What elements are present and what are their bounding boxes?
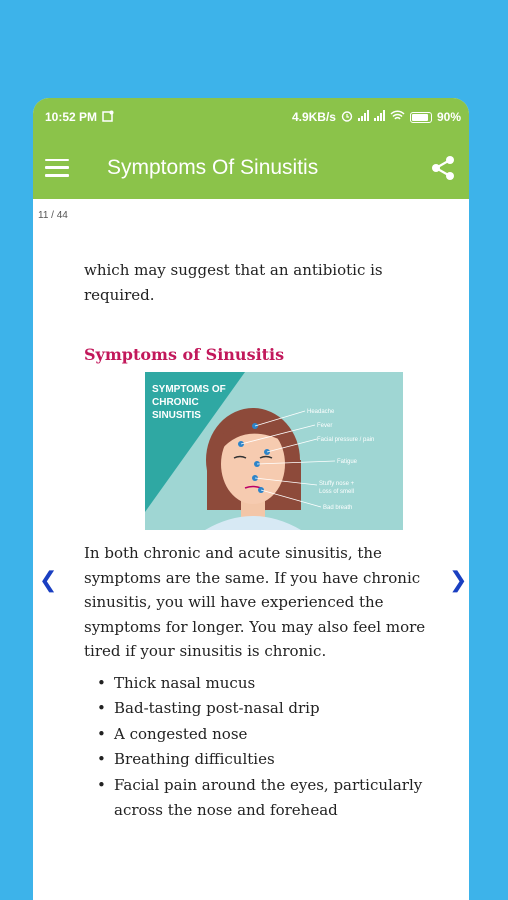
status-bar — [33, 98, 469, 136]
figure-label-fever: Fever — [317, 423, 333, 429]
page-indicator: 11 / 44 — [38, 210, 68, 221]
list-item: • Thick nasal mucus — [97, 671, 454, 697]
list-item: • Bad-tasting post-nasal drip — [97, 696, 454, 722]
figure-label-bad-breath: Bad breath — [323, 505, 353, 511]
figure-label-fatigue: Fatigue — [337, 459, 358, 465]
figure-title-line-2: CHRONIC — [152, 397, 199, 408]
battery-level: 90% — [436, 110, 461, 124]
page-title: Symptoms Of Sinusitis — [107, 155, 319, 179]
list-item: • Facial pain around the eyes, particularly across the nose and forehead — [97, 773, 454, 824]
share-icon[interactable] — [429, 154, 457, 182]
alarm-icon — [341, 110, 353, 125]
figure-label-facial-pressure: Facial pressure / pain — [317, 437, 375, 443]
figure-label-loss-of-smell: Loss of smell — [319, 489, 355, 495]
section-heading: Symptoms of Sinusitis — [84, 345, 285, 364]
previous-page-button[interactable]: ❮ — [39, 568, 58, 593]
sim1-signal-icon — [358, 110, 369, 124]
hamburger-menu-icon[interactable] — [45, 159, 69, 177]
sim2-signal-icon — [374, 110, 385, 124]
status-time: 10:52 PM — [45, 110, 98, 124]
battery-icon — [410, 112, 432, 123]
sinusitis-illustration — [145, 372, 403, 530]
figure-title-line-3: SINUSITIS — [152, 410, 201, 421]
figure-title-line-1: SYMPTOMS OF — [152, 384, 226, 395]
list-item: • A congested nose — [97, 722, 454, 748]
article-content — [84, 258, 454, 824]
app-window — [33, 98, 469, 900]
network-speed: 4.9KB/s — [291, 110, 336, 124]
body-paragraph: In both chronic and acute sinusitis, the symptoms are the same. If you have chronic sinusitis, you will have experienced the symptoms for longer. You may also feel more tired if your sinusitis is chronic. — [84, 544, 426, 660]
wifi-icon — [390, 110, 405, 124]
figure-label-headache: Headache — [307, 409, 335, 415]
symptom-list — [97, 671, 454, 824]
intro-paragraph: which may suggest that an antibiotic is required. — [84, 261, 383, 304]
next-page-button[interactable]: ❯ — [449, 568, 468, 593]
figure-label-stuffy-nose: Stuffy nose + — [319, 481, 355, 487]
app-bar — [33, 136, 469, 199]
list-item: • Breathing difficulties — [97, 747, 454, 773]
notification-icon — [102, 110, 114, 125]
